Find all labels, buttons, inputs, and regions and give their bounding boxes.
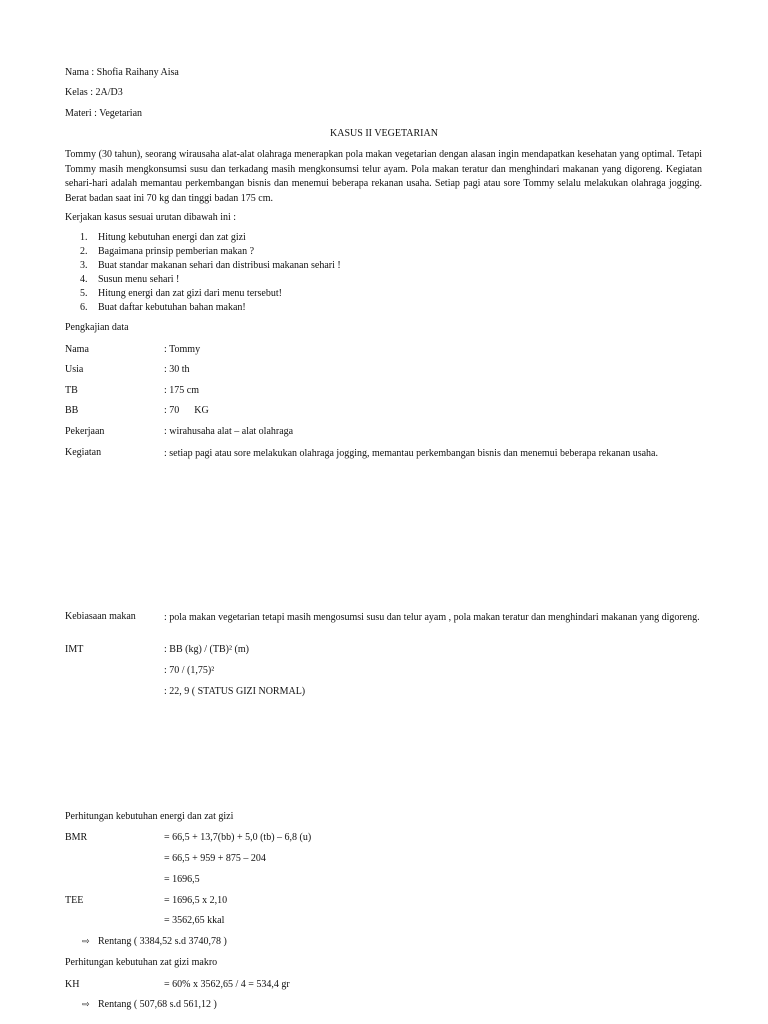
bmr-result: = 1696,5 — [164, 874, 200, 885]
case-description: Tommy (30 tahun), seorang wirausaha alat-alat olahraga menerapkan pola makan vegetarian dengan alasan ingin mendapatkan kesehatan yang optimal. Tetapi Tommy masih mengkonsumsi susu dan terkadang masih mengkonsumsi telur ayam. Pola makan teratur dan menghindari makanan yang digoreng. Kegiatan sehari-hari adalah memantau perkembangan bisnis dan menemui beberapa rekanan usaha. Setiap pagi atau sore Tommy selalu melakukan olahraga jogging. Berat badan saat ini 70 kg dan tinggi badan 175 cm. — [65, 149, 702, 204]
header-nama: Nama : Shofia Raihany Aisa — [65, 67, 179, 78]
kh-formula: = 60% x 3562,65 / 4 = 534,4 gr — [164, 979, 290, 990]
label-imt: IMT — [65, 644, 84, 655]
value-tb: : 175 cm — [164, 385, 199, 396]
value-usia: : 30 th — [164, 364, 190, 375]
imt-formula: : BB (kg) / (TB)² (m) — [164, 644, 249, 655]
tee-result: = 3562,65 kkal — [164, 915, 225, 926]
kh-range-row — [82, 999, 217, 1011]
tee-range-row — [82, 936, 227, 948]
header-materi: Materi : Vegetarian — [65, 108, 143, 119]
instruction-text: Kerjakan kasus sesuai urutan dibawah ini : — [65, 212, 237, 223]
label-kh: KH — [65, 979, 80, 990]
task-list — [80, 232, 341, 316]
list-item: 1. Hitung kebutuhan energi dan zat gizi — [80, 232, 246, 243]
tee-range: Rentang ( 3384,52 s.d 3740,78 ) — [98, 936, 227, 947]
label-bb: BB — [65, 405, 79, 416]
label-kegiatan: Kegiatan — [65, 447, 102, 458]
value-pekerjaan: : wirahusaha alat – alat olahraga — [164, 426, 294, 437]
list-item: 3. Buat standar makanan sehari dan distribusi makanan sehari ! — [80, 260, 341, 271]
imt-substitution: : 70 / (1,75)² — [164, 665, 215, 676]
value-bb: : 70 KG — [164, 405, 209, 416]
arrow-right-icon: ⇨ — [82, 937, 90, 947]
list-item: 6. Buat daftar kebutuhan bahan makan! — [80, 302, 246, 313]
list-item: 2. Bagaimana prinsip pemberian makan ? — [80, 246, 255, 257]
value-kegiatan: : setiap pagi atau sore melakukan olahraga jogging, memantau perkembangan bisnis dan menemui beberapa rekanan usaha. — [164, 448, 658, 459]
tee-formula: = 1696,5 x 2,10 — [164, 895, 228, 906]
bmr-formula: = 66,5 + 13,7(bb) + 5,0 (tb) – 6,8 (u) — [164, 832, 312, 843]
label-usia: Usia — [65, 364, 84, 375]
imt-result: : 22, 9 ( STATUS GIZI NORMAL) — [164, 686, 306, 697]
arrow-right-icon: ⇨ — [82, 1000, 90, 1010]
macro-heading: Perhitungan kebutuhan zat gizi makro — [65, 957, 218, 968]
energy-heading: Perhitungan kebutuhan energi dan zat gizi — [65, 811, 234, 822]
label-kebiasaan-makan: Kebiasaan makan — [65, 611, 136, 622]
value-nama: : Tommy — [164, 344, 201, 355]
header-kelas: Kelas : 2A/D3 — [65, 87, 123, 98]
bmr-substitution: = 66,5 + 959 + 875 – 204 — [164, 853, 266, 864]
label-bmr: BMR — [65, 832, 88, 843]
list-item: 5. Hitung energi dan zat gizi dari menu tersebut! — [80, 288, 282, 299]
list-item: 4. Susun menu sehari ! — [80, 274, 180, 285]
label-tb: TB — [65, 385, 78, 396]
label-nama: Nama — [65, 344, 89, 355]
assessment-heading: Pengkajian data — [65, 322, 129, 333]
kh-range: Rentang ( 507,68 s.d 561,12 ) — [98, 999, 217, 1010]
value-kebiasaan-makan: : pola makan vegetarian tetapi masih mengosumsi susu dan telur ayam , pola makan teratur dan menghindari makanan yang digoreng. — [164, 612, 700, 623]
label-pekerjaan: Pekerjaan — [65, 426, 105, 437]
label-tee: TEE — [65, 895, 84, 906]
document-title: KASUS II VEGETARIAN — [330, 128, 438, 139]
